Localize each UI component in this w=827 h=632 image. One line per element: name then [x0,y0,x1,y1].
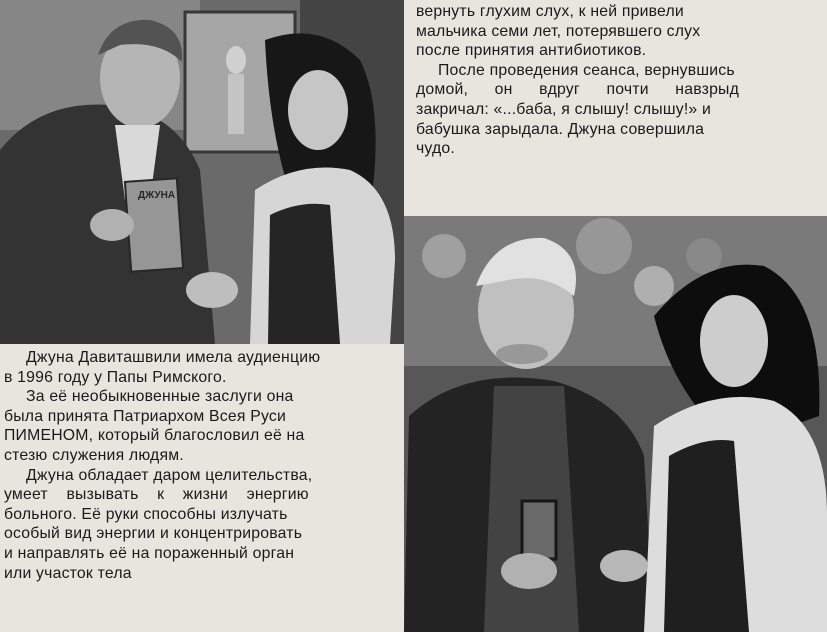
text-line: стезю служения людям. [4,446,184,464]
photo-top-left-image [0,0,404,344]
text-line: в 1996 году у Папы Римского. [4,368,227,386]
text-line: закричал: «...баба, я слышу! слышу!» и [416,100,712,118]
text-line: Джуна обладает даром целительства, [26,466,313,484]
text-line: Джуна Давиташвили имела аудиенцию [26,349,321,366]
text-line: или участок тела [4,564,132,582]
text-line: больного. Её руки способны излучать [4,505,288,523]
book-cover-title: ДЖУНА [138,190,176,201]
text-line: умеет вызывать к жизни энергию [4,486,309,504]
text-line: после принятия антибиотиков. [416,42,647,60]
photo-top-left [0,0,404,344]
text-line: и направлять её на пораженный орган [4,544,295,562]
article-text-top-right [416,2,820,159]
photo-bottom-right-image [404,216,827,632]
text-line: была принята Патриархом Всея Руси [4,407,286,425]
text-line: домой, он вдруг почти навзрыд [416,81,740,99]
text-line: бабушка зарыдала. Джуна совершила [416,120,705,138]
text-line: После проведения сеанса, вернувшись [438,61,735,79]
text-line: ПИМЕНОМ, который благословил её на [4,427,305,445]
text-line: вернуть глухим слух, к ней привели [416,3,684,20]
text-line: чудо. [416,140,455,158]
text-line: За её необыкновенные заслуги она [26,388,294,406]
text-line: особый вид энергии и концентрировать [4,525,303,543]
text-line: мальчика семи лет, потерявшего слух [416,22,701,40]
photo-bottom-right [404,216,827,632]
article-text-bottom-left [4,348,396,583]
